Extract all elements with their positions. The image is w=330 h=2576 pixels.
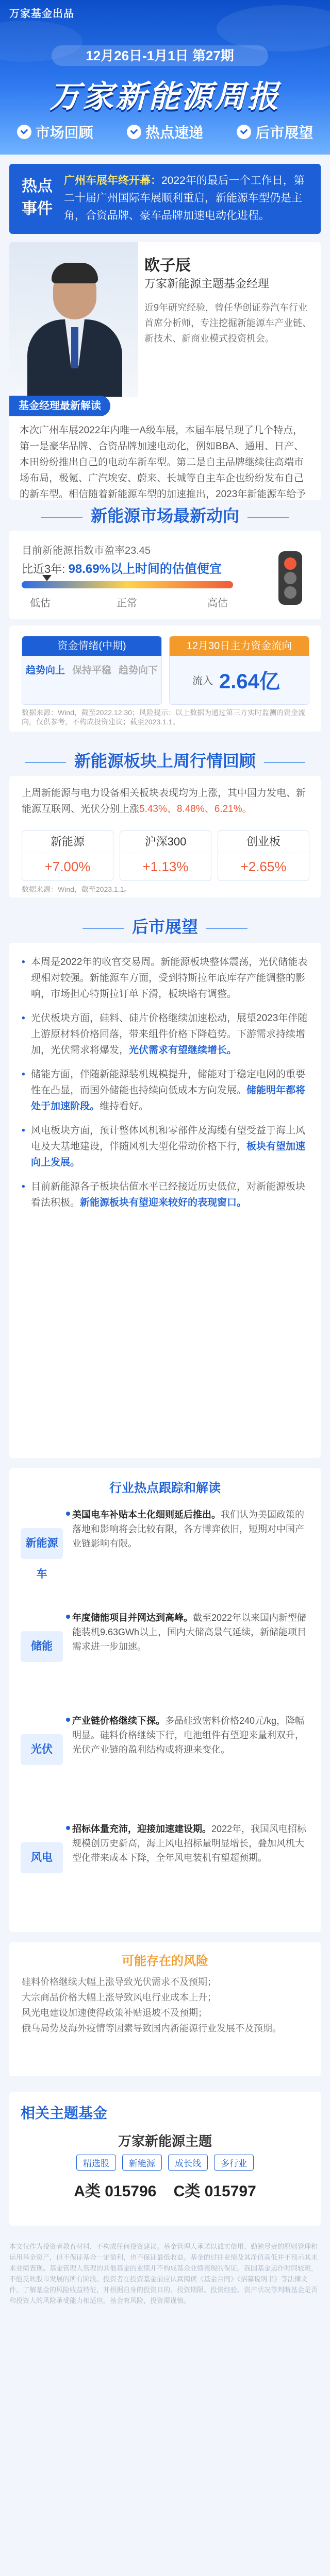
valuation-value: 98.69%以上时间的估值便宜 (68, 562, 222, 576)
risk-panel (9, 1942, 321, 2076)
hot-event-highlight: 广州车展年终开幕： (64, 175, 161, 187)
disclaimer: 本文仅作为投资者教育材料，不构成任何投资建议。基金管理人承诺以诚实信用、勤勉尽责的原则管理和运用基金资产，但不保证基金一定盈利，也不保证最低收益。基金的过往业绩及其净值高低并不预示其未来业绩表现。基金管理人管理的其他基金的业绩并不构成基金业绩表现的保证。我国基金运作时间较短，不能反映股市发展的所有阶段。投资者在投资基金前应认真阅读《基金合同》《招募说明书》等法律文件，了解基金的风险收益特征，并根据自身的投资目的、投资期限、投资经验、资产状况等判断基金是否和投资人的风险承受能力相适应。基金有风险，投资需谨慎。 (9, 2243, 318, 2304)
fund-code-a-label: A类 (74, 2183, 101, 2200)
pill-label: 后市展望 (255, 125, 314, 141)
section-outlook-label: 后市展望 (131, 918, 198, 936)
fund-tag: 精选股 (76, 2155, 116, 2171)
manager-view-b: 第二是自主品牌继续往高端市场布局，极氪、广汽埃安、蔚来、长城等自主车企也纷纷发布自己的新车型。相信随着新能源车型的加速推出，2023年新能源车给予 (20, 457, 306, 500)
news-text: 截至2022年以来国内新型储能装机9.63GWh以上，国内大储高景气延续，新储能项目需求进一步加速。 (72, 1613, 307, 1652)
index-name: 沪深300 (120, 831, 211, 853)
photo-tie (71, 327, 78, 368)
outlook-item-5 (21, 1179, 309, 1211)
sentiment-title: 资金情绪(中期) (22, 636, 161, 656)
fund-tag: 成长线 (168, 2155, 208, 2171)
pill-market-review[interactable] (17, 122, 93, 142)
sector-source: 数据来源：Wind，截至2023.1.1。 (22, 885, 131, 893)
inflow-title: 12月30日主力资金流向 (170, 636, 309, 656)
gauge-marker (42, 575, 52, 581)
inflow-value: 2.64亿 (219, 670, 280, 693)
section-fund-title: 相关主题基金 (21, 2105, 108, 2121)
vote-flat: 保持平稳 (72, 665, 111, 676)
light-green (284, 586, 296, 599)
outlook-text: 储能方面，伴随新能源装机规模提升，储能对于稳定电网的重要性在凸显，而国外储能也持续向低成本方向发展。 (31, 1069, 306, 1096)
flow-source: 数据来源：Wind，截至2022.12.30；风险提示：以上数据为通过第三方实时监测的资金流向，仅供参考，不构成投资建议；截至2023.1.1。 (22, 708, 305, 726)
manager-view-a: 本次广州车展2022年内唯一A级车展，本届车展呈现了几个特点，第一是豪华品牌、合资品牌加速电动化，例如BBA、通用、日产、本田纷纷推出自己的电动车新车型。 (20, 425, 304, 468)
news-tag: 新能源车 (21, 1528, 63, 1559)
valuation-prefix: 比近3年: (22, 563, 65, 575)
index-name: 创业板 (218, 831, 309, 853)
news-panel (9, 1468, 321, 1932)
news-title: 招标体量充沛，迎接加速建设期。 (72, 1824, 211, 1834)
hot-event-label: 热点事件 (22, 178, 53, 217)
news-body (72, 1822, 309, 1865)
sector-text (22, 785, 308, 817)
outlook-item-3 (21, 1066, 309, 1114)
index-row (22, 831, 308, 880)
outlook-highlight: 光伏需求有望继续增长。 (129, 1045, 237, 1056)
outlook-highlight: 储能明年都将处于加速阶段。 (31, 1085, 306, 1112)
news-title: 美国电车补贴本土化细则延后推出。 (72, 1510, 221, 1520)
outlook-text: 光伏板块方面，硅料、硅片价格继续加速松动，展望2023年伴随上游原材料价格回落，带来组件价格下降趋势。下游需求持续增加，光伏需求将爆发， (31, 1013, 308, 1056)
fund-tags (9, 2155, 321, 2171)
header-pills (0, 122, 330, 142)
outlook-item-4 (21, 1123, 309, 1171)
fund-codes[interactable] (9, 2178, 321, 2201)
section-market-title (0, 503, 330, 527)
news-tag: 风电 (21, 1842, 63, 1873)
section-sector-label: 新能源板块上周行情回顾 (74, 752, 256, 770)
section-sector-title (0, 748, 330, 772)
timeline-dot (66, 1826, 70, 1830)
risk-item: 风光电建设加速使得政策补贴退坡不及预期； (22, 2008, 207, 2018)
pill-label: 热点速递 (145, 125, 203, 141)
header-decoration (217, 5, 330, 52)
sector-text-highlight: 5.43%、8.48%、6.21%。 (139, 804, 252, 815)
valuation-line (22, 558, 222, 577)
news-body (72, 1714, 309, 1757)
fund-tag: 新能源 (122, 2155, 162, 2171)
outlook-list (21, 954, 309, 1211)
index-card-hs300[interactable] (120, 831, 211, 881)
manager-bio: 近9年研究经验，曾任华创证券汽车行业首席分析师，专注挖掘新能源车产业链、新技术、新商业模式投资机会。 (144, 302, 311, 344)
market-mood-panel (9, 531, 321, 619)
fund-code-c-label: C类 (173, 2183, 201, 2200)
news-body (72, 1507, 309, 1551)
index-name: 新能源 (22, 831, 113, 853)
outlook-text: 风电板块方面，预计整体风机和零部件及海缆有望受益于海上风电及大基地建设，伴随风机大型化带动价格下行， (31, 1125, 306, 1152)
inflow-prefix: 流入 (192, 675, 213, 687)
light-yellow (284, 572, 296, 584)
gauge-label-normal: 正常 (117, 598, 137, 609)
pill-hot-news[interactable] (127, 122, 203, 142)
news-tag: 光伏 (21, 1734, 63, 1765)
vote-down: 趋势向下 (118, 665, 158, 676)
hot-event-card (9, 164, 321, 234)
gauge-label-high: 高估 (207, 598, 228, 609)
photo-hair (52, 263, 98, 283)
index-value: +7.00% (44, 859, 91, 874)
outlook-highlight: 新能源板块有望迎来较好的表现窗口。 (80, 1197, 247, 1208)
manager-name: 欧子辰 (144, 257, 191, 274)
index-value: +2.65% (240, 859, 287, 874)
news-text: 我们认为美国政策的落地和影响将会比较有限，各方博弈依旧，短期对中国产业链影响有限。 (72, 1510, 304, 1549)
news-item-wind (21, 1822, 309, 1925)
fund-code-c: 015797 (204, 2183, 256, 2200)
outlook-text: 目前新能源各子板块估值水平已经接近历史低位，对新能源板块看法积极。 (31, 1181, 306, 1208)
check-icon (17, 125, 31, 139)
news-item-storage (21, 1611, 309, 1708)
brand-label: 万家基金出品 (9, 8, 74, 20)
check-icon (237, 125, 251, 139)
traffic-light-icon (278, 551, 302, 605)
header-banner (0, 0, 330, 155)
fund-tag: 多行业 (214, 2155, 254, 2171)
index-card-chinext[interactable] (218, 831, 309, 881)
check-icon (127, 125, 141, 139)
pill-label: 市场回顾 (35, 125, 93, 141)
manager-photo (9, 242, 138, 397)
valuation-gauge (22, 581, 233, 588)
outlook-text: 本周是2022年的收官交易周。新能源板块整体震荡，光伏储能表现相对较强。新能源车方面，受到特斯拉年底库存产能调整的影响，市场担心特斯拉订单下滑，板块略有调整。 (31, 957, 308, 999)
news-title: 产业链价格继续下探。 (72, 1716, 165, 1726)
hot-event-body: 2022年的最后一个工作日，第二十届广州国际车展顺利重启，新能源车型仍是主角，合资品牌、豪车品牌加速电动化进程。 (64, 175, 305, 222)
light-red (284, 557, 296, 570)
issue-date: 12月26日-1月1日 第27期 (52, 45, 268, 66)
outlook-item-2 (21, 1010, 309, 1058)
page-title: 万家新能源周报 (50, 79, 280, 114)
manager-view (20, 422, 310, 500)
news-text: 2022年，我国风电招标规模创历史新高，海上风电招标量明显增长，叠加风机大型化带来成本下降，全年风电装机有望超预期。 (72, 1824, 307, 1863)
news-tag: 储能 (21, 1631, 63, 1662)
news-item-ev (21, 1507, 309, 1605)
news-body (72, 1611, 309, 1654)
capital-flow-panel (9, 625, 321, 732)
outlook-panel (9, 943, 321, 1458)
risk-item: 大宗商品价格大幅上涨导致风电行业成本上升； (22, 1992, 217, 2003)
timeline-dot (66, 1718, 70, 1722)
fund-code-a: 015796 (105, 2183, 157, 2200)
outlook-text-post: 维持看好。 (100, 1101, 149, 1112)
sentiment-box (22, 636, 162, 705)
manager-role: 万家新能源主题基金经理 (144, 277, 270, 290)
fund-manager-card (9, 242, 321, 500)
risk-item: 俄乌局势及海外疫情等因素导致国内新能源行业发展不及预期。 (22, 2023, 282, 2033)
risk-list (22, 1974, 308, 2036)
section-risk-title: 可能存在的风险 (122, 1954, 208, 1968)
timeline-dot (66, 1512, 70, 1516)
sector-text-a: 上周新能源与电力设备相关板块表现均为上涨，其中国力发电、新能源互联网、光伏分别上涨 (22, 788, 306, 815)
manager-view-heading: 基金经理最新解读 (9, 396, 110, 416)
section-market-label: 新能源市场最新动向 (90, 506, 239, 525)
index-value: +1.13% (142, 859, 189, 874)
vote-up: 趋势向上 (25, 665, 65, 676)
inflow-box (169, 636, 309, 705)
outlook-highlight: 板块有望加速向上发展。 (31, 1141, 306, 1168)
section-news-title: 行业热点跟踪和解读 (109, 1481, 221, 1495)
news-text: 多晶硅致密料价格240元/kg，降幅明显。硅料价格继续下行，电池组件有望迎来量利双升，光伏产业链的盈利结构或将迎来变化。 (72, 1716, 305, 1755)
gauge-label-low: 低估 (30, 598, 51, 609)
risk-item: 硅料价格继续大幅上涨导致光伏需求不及预期； (22, 1977, 217, 1987)
section-outlook-title (0, 914, 330, 938)
sector-panel (9, 776, 321, 897)
index-card-new-energy[interactable] (22, 831, 113, 881)
news-title: 年度储能项目并网达到高峰。 (72, 1613, 193, 1623)
outlook-item-1 (21, 954, 309, 1002)
related-fund-panel (9, 2092, 321, 2226)
news-item-pv (21, 1714, 309, 1817)
timeline-dot (66, 1615, 70, 1619)
pill-outlook[interactable] (237, 122, 313, 142)
fund-name[interactable]: 万家新能源主题 (118, 2133, 212, 2149)
pe-line: 目前新能源指数市盈率23.45 (22, 545, 151, 556)
hot-event-text (64, 172, 312, 225)
